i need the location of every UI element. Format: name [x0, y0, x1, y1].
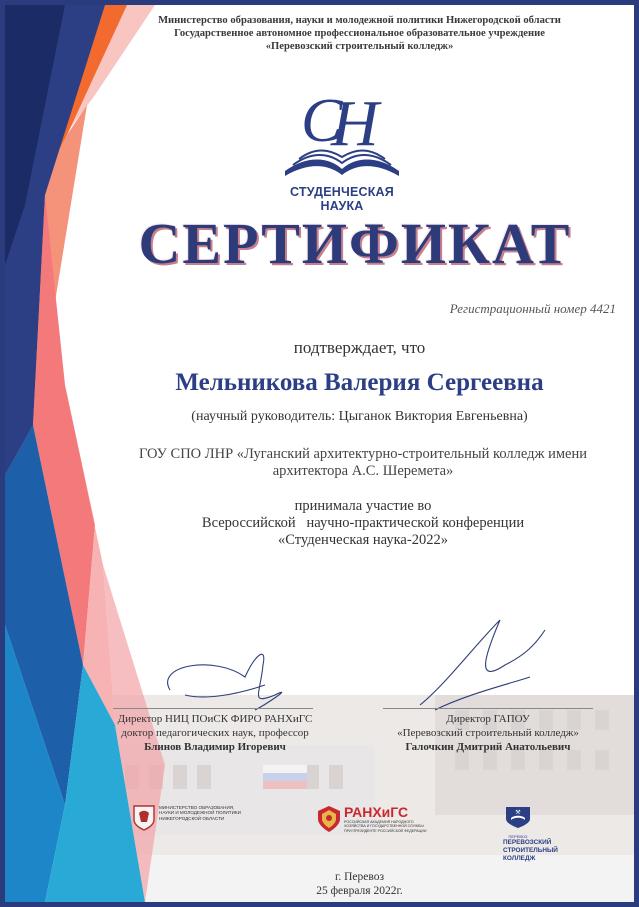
- place: г. Перевоз: [334, 871, 385, 883]
- issue-date: 25 февраля 2022г.: [316, 885, 403, 897]
- left-signatory: [100, 712, 330, 754]
- college-emblem-icon: [504, 805, 532, 829]
- college-logo: [503, 805, 583, 863]
- left-signature-line: [113, 708, 313, 709]
- participation-line-3: «Студенческая наука-2022»: [278, 532, 448, 548]
- coat-of-arms-icon: [133, 805, 155, 831]
- recipient-name: Мельникова Валерия Сергеевна: [175, 369, 544, 396]
- certificate-title: СЕРТИФИКАТ: [138, 211, 572, 276]
- left-signatory-name: Блинов Владимир Игоревич: [144, 741, 286, 753]
- ministry-logo-text: МИНИСТЕРСТВО ОБРАЗОВАНИЯ, НАУКИ И МОЛОДЕЖНОЙ ПОЛИТИКИ НИЖЕГОРОДСКОЙ ОБЛАСТИ: [159, 805, 241, 821]
- registration-number: Регистрационный номер 4421: [449, 301, 616, 316]
- ranepa-logo: [317, 805, 427, 833]
- right-signature-line: [383, 708, 593, 709]
- flag: [263, 765, 307, 789]
- place-date: [45, 870, 634, 898]
- right-signatory-name: Галочкин Дмитрий Анатольевич: [405, 741, 571, 753]
- participation-text: [63, 498, 634, 549]
- right-signatory: [373, 712, 603, 754]
- organization-text: ГОУ СПО ЛНР «Луганский архитектурно-строительный колледж имени архитектора А.С. Шеремета»: [138, 446, 588, 479]
- college-logo-text: ПЕРЕВОЗСКИЙ СТРОИТЕЛЬНЫЙ КОЛЛЕДЖ: [503, 839, 558, 862]
- college-emblem: [503, 805, 533, 839]
- issuer-header: [45, 14, 634, 53]
- certificate-paper: [5, 5, 634, 902]
- supervisor-text: (научный руководитель: Цыганок Виктория Евгеньевна): [191, 409, 528, 424]
- right-signatory-position: Директор ГАПОУ: [446, 713, 530, 725]
- left-signatory-position: Директор НИЦ ПОиСК ФИРО РАНХиГС: [117, 713, 313, 725]
- book-monogram-icon: [267, 83, 417, 183]
- issuer-line-2: Государственное автономное профессиональное образовательное учреждение: [174, 28, 545, 39]
- issuer-line-1: Министерство образования, науки и молодежной политики Нижегородской области: [158, 15, 561, 26]
- participation-line-1: принимала участие во: [294, 498, 432, 514]
- svg-text:H: H: [331, 87, 379, 160]
- ministry-logo: [133, 805, 243, 831]
- left-signatory-degree: доктор педагогических наук, профессор: [121, 727, 309, 739]
- ranepa-emblem-icon: [317, 805, 341, 833]
- issuer-line-3: «Перевозский строительный колледж»: [265, 41, 454, 52]
- logo-label: СТУДЕНЧЕСКАЯ НАУКА: [290, 185, 394, 213]
- participation-line-2: Всероссийской научно-практической конференции: [201, 515, 525, 531]
- svg-text:C: C: [301, 87, 343, 155]
- right-signatory-org: «Перевозский строительный колледж»: [397, 727, 579, 739]
- ranepa-logo-subtitle: РОССИЙСКАЯ АКАДЕМИЯ НАРОДНОГО ХОЗЯЙСТВА И ГОСУДАРСТВЕННОЙ СЛУЖБЫ ПРИ ПРЕЗИДЕНТЕ РОССИЙСКОЙ ФЕДЕРАЦИИ: [344, 820, 427, 833]
- ranepa-logo-title: РАНХиГС: [344, 804, 409, 820]
- svg-text:⚒: ⚒: [515, 810, 521, 816]
- college-emblem-caption: ПЕРЕВОЗ: [508, 834, 528, 839]
- confirms-text: подтверждает, что: [293, 338, 426, 357]
